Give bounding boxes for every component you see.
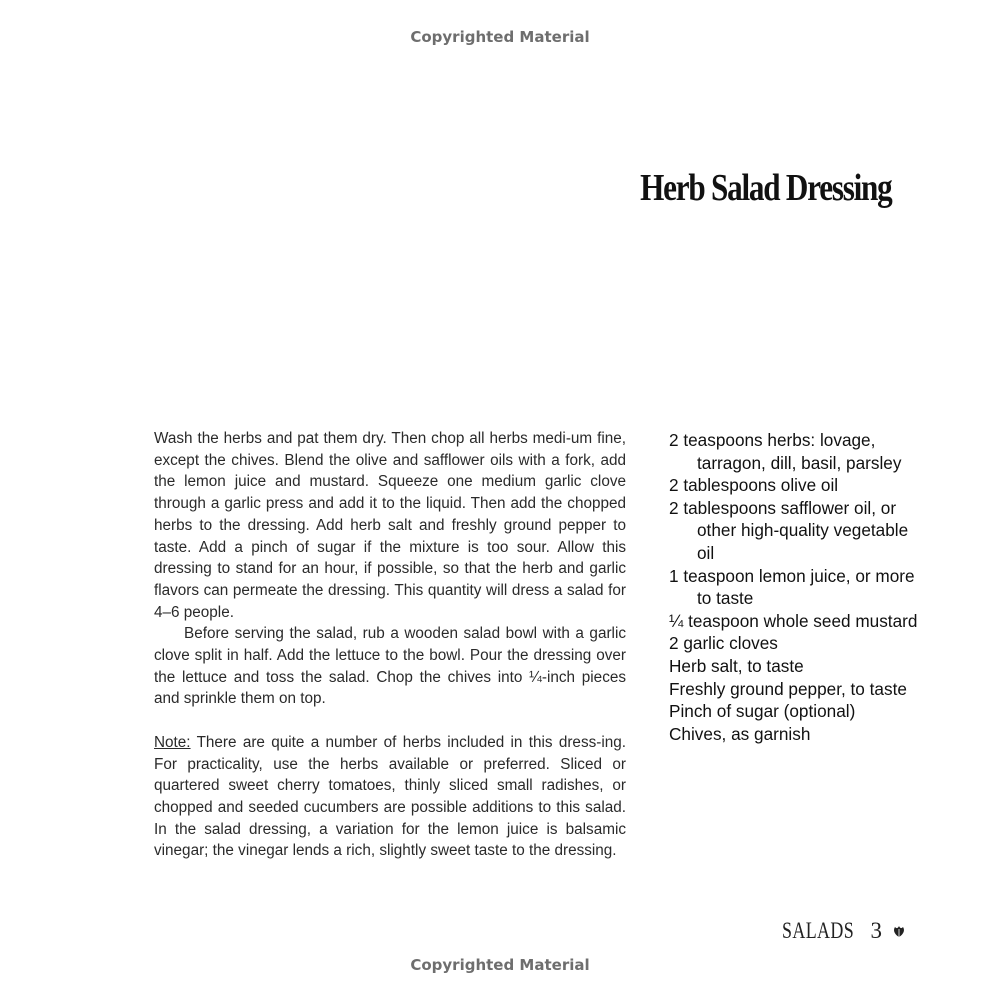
note-label: Note: — [154, 733, 191, 751]
section-name: SALADS — [782, 918, 855, 943]
instruction-paragraph: Before serving the salad, rub a wooden salad bowl with a garlic clove split in half. Add the lettuce to the bowl. Pour the dressing over the lettuce and toss the salad. Chop the chives into ¼-inch pieces and sprinkle them on top. — [154, 625, 626, 708]
recipe-instructions — [154, 428, 626, 862]
copyright-header: Copyrighted Material — [410, 28, 590, 46]
ingredient-item: ¼ teaspoon whole seed mustard — [669, 610, 918, 631]
copyright-footer: Copyrighted Material — [410, 956, 590, 974]
ingredient-item: 2 tablespoons safflower oil, or other high-quality vegetable oil — [669, 497, 909, 563]
recipe-title: Herb Salad Dressing — [640, 167, 892, 209]
page-number: 3 — [870, 918, 882, 943]
ingredient-item: Herb salt, to taste — [669, 655, 804, 676]
page-footer — [782, 918, 906, 944]
ingredient-item: 2 garlic cloves — [669, 633, 778, 654]
note-text: There are quite a number of herbs included in this dress-ing. For practicality, use the herbs available or preferred. Sliced or quartered sweet cherry tomatoes, thinly sliced small radishes, or chopped and seeded cucumbers are possible additions to this salad. In the salad dressing, a variation for the lemon juice is balsamic vinegar; the vinegar lends a rich, slightly sweet taste to the dressing. — [154, 733, 626, 860]
ingredient-item: Freshly ground pepper, to taste — [669, 678, 907, 699]
ingredient-item: 1 teaspoon lemon juice, or more to taste — [669, 565, 915, 609]
ingredient-item: 2 teaspoons herbs: lovage, tarragon, dill, basil, parsley — [669, 430, 902, 473]
recipe-note — [154, 732, 626, 862]
ingredient-list — [669, 429, 919, 745]
ingredient-item: Pinch of sugar (optional) — [669, 701, 856, 722]
leaf-ornament-icon — [892, 918, 906, 944]
instruction-paragraph: Wash the herbs and pat them dry. Then chop all herbs medi-um fine, except the chives. Blend the olive and safflower oils with a fork, add the lemon juice and mustard. Squeeze one medium garlic clove through a garlic press and add it to the liquid. Then add the chopped herbs to the dressing. Add herb salt and freshly ground pepper to taste. Add a pinch of sugar if the mixture is too sour. Allow this dressing to stand for an hour, if possible, so that the herb and garlic flavors can permeate the dressing. This quantity will dress a salad for 4–6 people. — [154, 430, 626, 621]
ingredient-item: Chives, as garnish — [669, 723, 811, 744]
ingredient-item: 2 tablespoons olive oil — [669, 475, 839, 496]
